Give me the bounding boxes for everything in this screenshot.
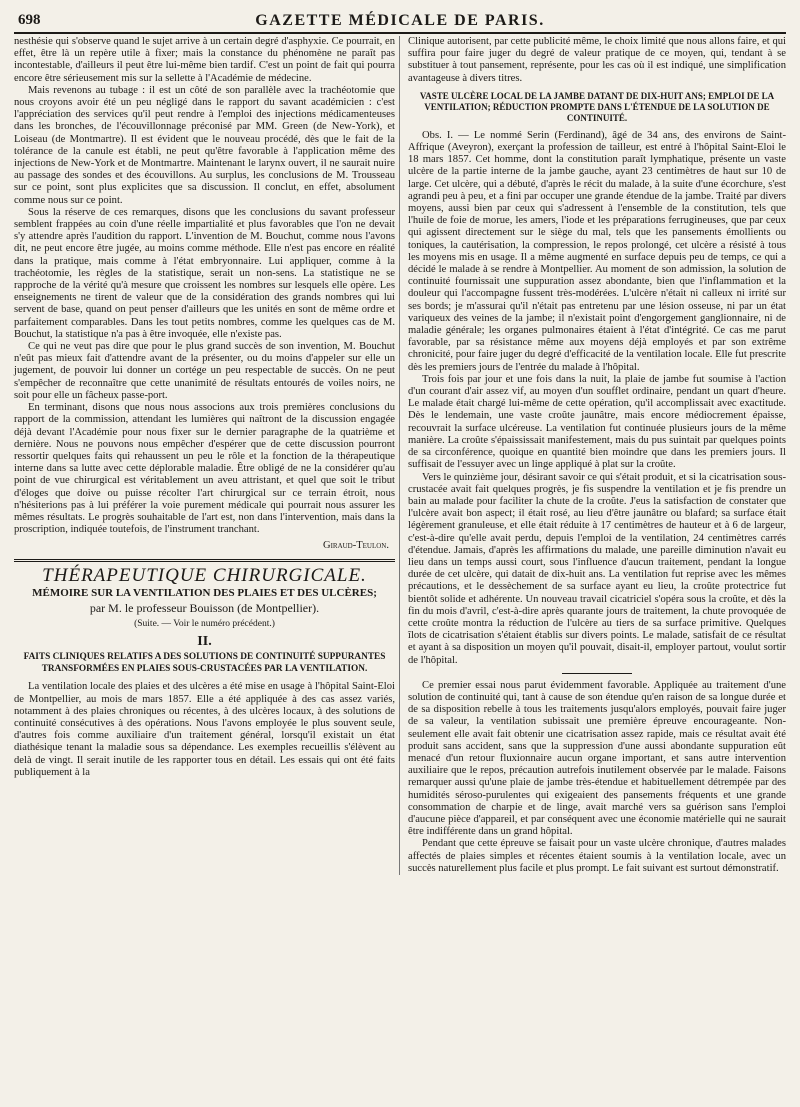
paragraph: La ventilation locale des plaies et des ulcères a été mise en usage à l'hôpital Saint-Eloi de Montpellier, au mois de mars 1857. Elle a été appliquée à des cas assez variés, notamment à des plaies chroniques ou récentes, à des ulcères locaux, à des solutions de continuité consécutives à des opérations. Nous l'avons employée le plus souvent seule, d'autres fois comme auxiliaire d'un traitement général, lorsqu'il existait un état diathésique tenant la maladie sous sa dépendance. Les exemples recueillis s'élèvent au delà de vingt. Il serait inutile de les rapporter tous en détail. Les essais qui ont été faits publiquement à la <box>14 681 395 778</box>
paragraph: Sous la réserve de ces remarques, disons que les conclusions du savant professeur semblent frappées au coin d'une réelle impartialité et plus favorables que l'on ne devait s'y attendre après l'audition du rapport. L'invention de M. Bouchut, comme nous l'avons dit, ne peut encore être jugée, au moins comme méthode. Elle n'est pas encore en réalité dans la pratique, mais comme à l'état embryonnaire. Lui appliquer, comme à la trachéotomie, les règles de la statistique, serait un non-sens. La statistique ne se rapproche de la vérité qu'à mesure que croissent les nombres sur lesquels elle opère. Les enseignements ne tirent de valeur que de la considération des grands nombres qui lui servent de base, quand on peut penser d'ailleurs que les unités en sont de même ordre et parfaitement comparables. Dans les tout petits nombres, comme les quelques cas de M. Bouchut, la statistique n'a pas à être invoquée, elle n'existe pas. <box>14 206 395 340</box>
chapter-number: II. <box>197 634 212 650</box>
columns <box>14 36 786 875</box>
paragraph: Obs. I. — Le nommé Serin (Ferdinand), âgé de 34 ans, des environs de Saint-Affrique (Aveyron), exerçant la profession de tailleur, est entré à l'hôpital Saint-Eloi le 18 mars 1857. Cet homme, dont la constitution paraît lymphatique, présente un vaste ulcère de la partie interne de la jambe gauche, ayant 23 centimètres de haut sur 10 de large. Cet ulcère, qui a débuté, d'après le récit du malade, à la suite d'une écorchure, s'est agrandi peu à peu, et a fini par occuper une grande étendue de la jambe. Traité par divers moyens, aussi bien par ceux qui s'adressent à l'ensemble de la constitution, tels que l'huile de foie de morue, les amers, l'iode et les préparations ferrugineuses, que par ceux qui agissent directement sur le siège du mal, tels que les pansements émollients ou toniques, la cautérisation, la compression, le repos prolongé, cet ulcère a résisté à tous les moyens mis en usage. Il a même augmenté en surface depuis peu de temps, ce qui a décidé le malade à se rendre à Montpellier. Au moment de son admission, la solution de continuité fournissait une suppuration assez abondante, bien que l'inflammation et la douleur qui l'accompagne fussent très-modérées. L'ulcère n'était ni calleux ni irrité sur ses bords; je m'assurai qu'il n'était pas entretenu par une lésion osseuse, ni par un état variqueux des veines de la jambe; il n'existait point d'engorgement ganglionnaire, ni de maladie générale; les organes pulmonaires étaient à l'état d'intégrité. Ce cas me parut favorable, par sa résistance même aux moyens déjà employés et par son extrême chronicité, pour faire juger du degré d'efficacité de la ventilation locale. Elle fut prescrite dès les premiers jours de l'entrée du malade à l'hôpital. <box>408 129 786 373</box>
running-head <box>14 10 786 34</box>
paragraph: Trois fois par jour et une fois dans la nuit, la plaie de jambe fut soumise à l'action d'un courant d'air assez vif, au moyen d'un soufflet ordinaire, pendant un quart d'heure. Le malade était chargé lui-même de cette opération, qu'il accomplissait avec exactitude. Dès le lendemain, une vaste croûte jaunâtre, mais encore médiocrement épaisse, recouvrait la surface ulcéreuse. La ventilation fut continuée plusieurs jours de la même manière. La croûte s'épaississait manifestement, mais du pus suintait par quelques points de sa circonférence, quoique en quantité bien moindre que dans les premiers jours. Il suffisait de l'essuyer avec un linge appliqué à plat sur la croûte. <box>408 373 786 471</box>
paragraph: Vers le quinzième jour, désirant savoir ce qui s'était produit, et si la cicatrisation sous-crustacée avait fait quelques progrès, je fis suspendre la ventilation et je fis prendre un bain au malade pour faciliter la chute de la croûte. J'eus la satisfaction de constater que l'ulcère avait bon aspect; il était rosé, au lieu d'être jaunâtre ou blafard; sa surface était légèrement granuleuse, et elle était réduite à 17 centimètres de hauteur et à 6 de largeur, c'est-à-dire qu'elle avait perdu, depuis l'emploi de la ventilation, 24 centimètres carrés d'étendue. Jamais, d'après les affirmations du malade, une pareille diminution n'avait eu lieu dans un temps aussi court, sous l'influence d'aucun traitement, pendant la longue durée de cet ulcère, qui datait de dix-huit ans. La ventilation fut reprise avec les mêmes précautions, et le dessèchement de sa surface ayant eu lieu, la croûte protectrice fut bientôt solide et adhérente. Un nouveau travail cicatriciel s'opéra sous la croûte, et dès la fin du mois d'avril, c'est-à-dire après quarante jours de traitement, la chute provoquée de cette croûte montra la réduction de l'ulcère au tiers de sa surface primitive. Quelques îlots de cicatrisation s'étaient établis sur divers points. Le malade, satisfait de ce résultat et ayant à sa disposition un moyen qu'il pouvait, disait-il, employer partout, voulut sortir de l'hôpital. <box>408 471 786 666</box>
faits-heading: FAITS CLINIQUES RELATIFS A DES SOLUTIONS DE CONTINUITÉ SUPPURANTES TRANSFORMÉES EN PLAIES SOUS-CRUSTACÉES PAR LA VENTILATION. <box>23 652 386 674</box>
paragraph: Ce qui ne veut pas dire que pour le plus grand succès de son invention, M. Bouchut n'eût pas mieux fait d'attendre avant de la présenter, ou du moins d'appeler sur elle un jugement, de pouvoir lui donner un cortége un peu respectable de succès. On ne peut s'empêcher de reconnaître que cette unanimité de résultats entourés de voiles noirs, ne soit pour elle un fâcheux passe-port. <box>14 341 395 401</box>
section-title: THÉRAPEUTIQUE CHIRURGICALE. <box>42 564 367 586</box>
short-divider <box>562 673 632 674</box>
paragraph: Pendant que cette épreuve se faisait pour un vaste ulcère chronique, d'autres malades affectés de plaies simples et récentes étaient soumis à la ventilation locale, avec un succès naturellement plus facile et plus prompt. Le fait suivant est surtout démonstratif. <box>408 838 786 874</box>
memoire-byline: par M. le professeur Bouisson (de Montpellier). <box>89 600 320 615</box>
continuation-note: (Suite. — Voir le numéro précédent.) <box>134 618 275 629</box>
paragraph: Clinique autorisent, par cette publicité même, le choix limité que nous allons faire, et qui suffira pour faire juger du degré de valeur pratique de ce moyen, qui, tendant à se substituer à tout pansement, représente, pour les cas où il est indiqué, une simplification avantageuse à divers titres. <box>408 36 786 84</box>
paragraph: En terminant, disons que nous nous associons aux trois premières conclusions du rapport de la commission, attendant les lumières qui naîtront de la discussion engagée déjà devant l'Académie pour nous fixer sur le dernier paragraphe de la quatrième et dernière. Nous ne pouvons nous empêcher d'espérer que de cette discussion pourront ressortir quelques faits qui rehaussent un peu le rôle et la fonction de la thérapeutique interne dans sa lutte avec cette déplorable maladie. Être obligé de ne la considérer qu'au point de vue chirurgical est véritablement un aveu attristant, et quel que soit le tribut d'éloges que doive ou puisse récolter l'art chirurgical sur ce terrain étroit, nous n'hésiterions pas à lui préférer la voie purement médicale qui pourrait nous assurer les mêmes résultats. Le progrès souhaitable de l'art est, non dans l'intervention, mais dans la proscription, indiquée toutefois, de l'instrument tranchant. <box>14 402 395 536</box>
memoire-title: MÉMOIRE SUR LA VENTILATION DES PLAIES ET DES ULCÈRES; <box>32 586 377 599</box>
observation-heading: VASTE ULCÈRE LOCAL DE LA JAMBE DATANT DE DIX-HUIT ANS; EMPLOI DE LA VENTILATION; RÉDUCTION PROMPTE DANS L'ÉTENDUE DE LA SOLUTION DE CONTINUITÉ. <box>419 90 775 123</box>
left-column <box>14 36 395 875</box>
paragraph: Ce premier essai nous parut évidemment favorable. Appliquée au traitement d'une solution de continuité qui, tant à cause de son étendue qu'en raison de sa longue durée et de sa disposition rebelle à tous les traitements jusqu'alors employés, pouvait faire juger de sa valeur, la ventilation subissait une première épreuve encourageante. Non-seulement elle avait fait obtenir une cicatrisation assez rapide, mais ce résultat avait été produit sans accident, sans que la suppression d'une aussi abondante suppuration eût menacé d'un retour fluxionnaire aucun organe important, et sans autre intervention auxiliaire que le repos, précaution autrefois inutilement observée par le malade. Faisons remarquer aussi qu'une plaie de jambe très-étendue et habituellement détrempée par des humidités séroso-purulentes qui exigeaient des pansements fréquents et une grande consommation de charpie et de linge, avait marché vers sa guérison sans l'emploi d'aucune pièce d'appareil, et par conséquent avec une économie matérielle qui ne saurait être indifférente dans un grand hôpital. <box>408 679 786 838</box>
right-column <box>399 36 786 875</box>
paragraph: nesthésie qui s'observe quand le sujet arrive à un certain degré d'asphyxie. Ce pourrait, en effet, être là un repère utile à fixer; mais la constance du phénomène ne paraît pas incontestable, d'ailleurs il peut être lui-même bien tardif. C'est un point de fait qui pourra encore être sérieusement mis sur la sellette à l'Académie de médecine. <box>14 36 395 84</box>
author-signature: Giraud-Teulon. <box>322 540 389 552</box>
journal-title: GAZETTE MÉDICALE DE PARIS. <box>255 12 545 29</box>
paragraph: Mais revenons au tubage : il est un côté de son parallèle avec la trachéotomie que nous croyons avoir été un peu négligé dans le rapport du savant académicien : c'est l'appréciation des services qu'il peut rendre à l'emploi des injections médicamenteuses dans les bronches, de l'écouvillonnage préconisé par MM. Green (de New-York), et Loiseau (de Montmartre). Il est évident que le nouveau procédé, dès que le fait de la tolérance de la canule est établi, ne peut qu'être favorable à l'application même des injections de New-York et de Montmartre. Maintenant le larynx ouvert, il ne saurait nuire au passage des sondes et des écouvillons. Au surplus, les conclusions de M. Trousseau sur ce point, sont plus explicites que sa discussion. Il conclut, en effet, absolument comme nous sur ce point. <box>14 84 395 206</box>
section-divider <box>14 559 395 562</box>
page-number: 698 <box>18 12 41 28</box>
